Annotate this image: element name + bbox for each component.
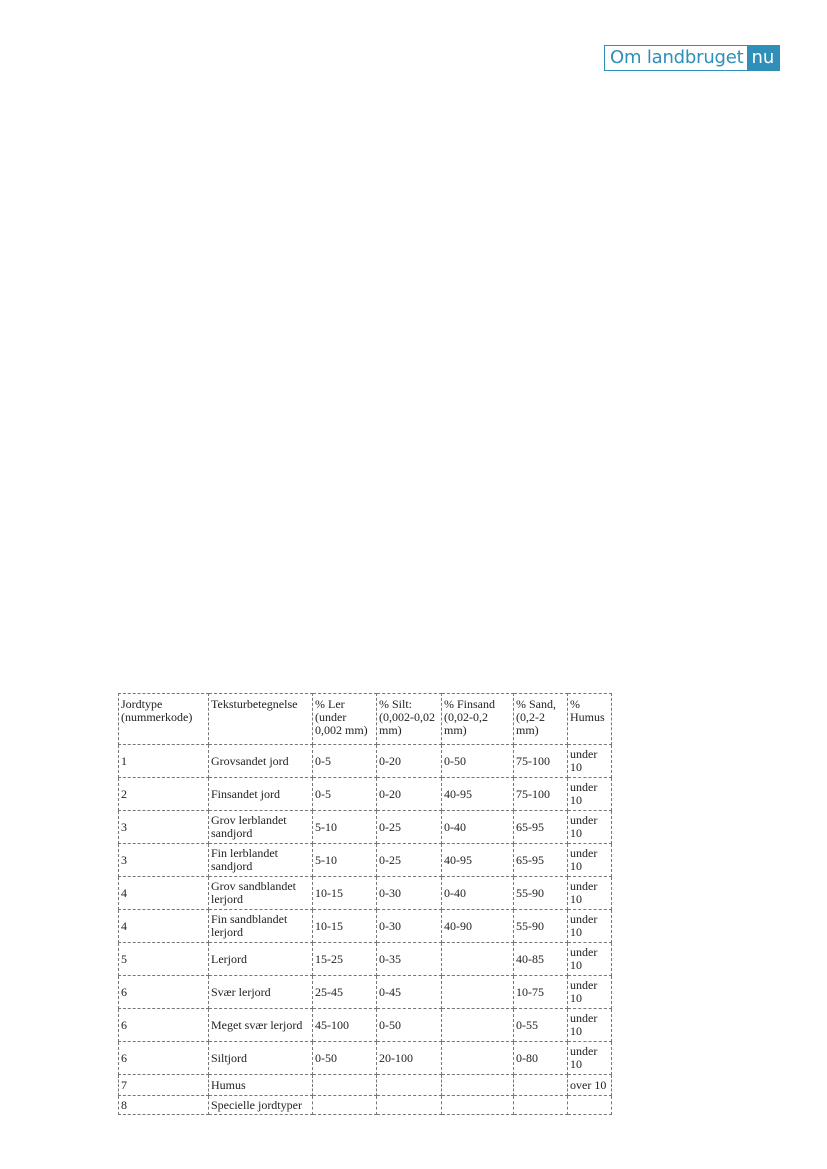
table-row xyxy=(119,1009,612,1042)
table-cell: 0-40 xyxy=(442,811,514,844)
table-cell xyxy=(377,1096,442,1115)
table-cell xyxy=(442,1009,514,1042)
table-cell: 6 xyxy=(119,1042,209,1075)
table-row xyxy=(119,745,612,778)
table-cell: 3 xyxy=(119,811,209,844)
table-cell: 10-75 xyxy=(514,976,568,1009)
table-cell: under 10 xyxy=(568,778,612,811)
table-cell xyxy=(514,1096,568,1115)
table-row xyxy=(119,1042,612,1075)
table-cell: 0-50 xyxy=(442,745,514,778)
table-cell: Svær lerjord xyxy=(209,976,313,1009)
header-cell: % Ler (under 0,002 mm) xyxy=(313,694,377,745)
table-cell: over 10 xyxy=(568,1075,612,1096)
table-cell: 0-25 xyxy=(377,811,442,844)
header-cell: % Silt: (0,002-0,02 mm) xyxy=(377,694,442,745)
table-cell: 4 xyxy=(119,877,209,910)
table-cell: 0-30 xyxy=(377,877,442,910)
table-cell: Grovsandet jord xyxy=(209,745,313,778)
logo-text-main: Om landbruget xyxy=(605,46,747,70)
table-cell: 5-10 xyxy=(313,811,377,844)
table-cell: 0-50 xyxy=(377,1009,442,1042)
table-cell: 0-45 xyxy=(377,976,442,1009)
table-row xyxy=(119,1096,612,1115)
table-cell: 40-95 xyxy=(442,844,514,877)
table-row xyxy=(119,943,612,976)
table-row xyxy=(119,844,612,877)
table-cell: Siltjord xyxy=(209,1042,313,1075)
table-cell: 0-20 xyxy=(377,778,442,811)
table-cell: Humus xyxy=(209,1075,313,1096)
table-row xyxy=(119,778,612,811)
table-row xyxy=(119,910,612,943)
table-cell: 0-25 xyxy=(377,844,442,877)
table-cell: 65-95 xyxy=(514,811,568,844)
table-cell: under 10 xyxy=(568,844,612,877)
table-cell xyxy=(568,1096,612,1115)
table-cell: 0-40 xyxy=(442,877,514,910)
table-cell: 10-15 xyxy=(313,877,377,910)
table-cell: under 10 xyxy=(568,910,612,943)
table-cell xyxy=(313,1096,377,1115)
table-cell: 65-95 xyxy=(514,844,568,877)
table-row xyxy=(119,976,612,1009)
table-cell: 20-100 xyxy=(377,1042,442,1075)
table-cell: under 10 xyxy=(568,1009,612,1042)
table-cell: 5-10 xyxy=(313,844,377,877)
table-cell: Fin sandblandet lerjord xyxy=(209,910,313,943)
table-cell xyxy=(442,1075,514,1096)
table-cell: 6 xyxy=(119,976,209,1009)
table-cell: 7 xyxy=(119,1075,209,1096)
table-cell: Specielle jordtyper xyxy=(209,1096,313,1115)
table-cell: under 10 xyxy=(568,976,612,1009)
table-header-row xyxy=(119,694,612,745)
header-cell: Teksturbetegnelse xyxy=(209,694,313,745)
om-landbruget-logo xyxy=(604,45,780,71)
table-cell: Meget svær lerjord xyxy=(209,1009,313,1042)
table-cell: under 10 xyxy=(568,877,612,910)
table-cell: Grov sandblandet lerjord xyxy=(209,877,313,910)
table-cell: 0-20 xyxy=(377,745,442,778)
table-cell: Grov lerblandet sandjord xyxy=(209,811,313,844)
table-row xyxy=(119,877,612,910)
soil-type-table xyxy=(118,693,612,1115)
table-cell xyxy=(377,1075,442,1096)
table-cell: 0-50 xyxy=(313,1042,377,1075)
header-cell: Jordtype (nummerkode) xyxy=(119,694,209,745)
table-cell: 3 xyxy=(119,844,209,877)
table-cell: 75-100 xyxy=(514,745,568,778)
header-cell: % Humus xyxy=(568,694,612,745)
table-row xyxy=(119,811,612,844)
table-cell: 55-90 xyxy=(514,877,568,910)
table-cell: Lerjord xyxy=(209,943,313,976)
table-cell: 4 xyxy=(119,910,209,943)
table-cell xyxy=(442,1042,514,1075)
table-cell xyxy=(514,1075,568,1096)
table-cell: 6 xyxy=(119,1009,209,1042)
table-cell xyxy=(442,943,514,976)
table-cell: 0-55 xyxy=(514,1009,568,1042)
table-cell: under 10 xyxy=(568,811,612,844)
table-cell: 0-5 xyxy=(313,745,377,778)
table-cell: 5 xyxy=(119,943,209,976)
header-cell: % Sand, (0,2-2 mm) xyxy=(514,694,568,745)
table-cell: 2 xyxy=(119,778,209,811)
header-cell: % Finsand (0,02-0,2 mm) xyxy=(442,694,514,745)
table-cell: 0-80 xyxy=(514,1042,568,1075)
table-cell: 0-30 xyxy=(377,910,442,943)
table-cell: Fin lerblandet sandjord xyxy=(209,844,313,877)
table-cell: 15-25 xyxy=(313,943,377,976)
table-cell: under 10 xyxy=(568,943,612,976)
table-cell: 0-35 xyxy=(377,943,442,976)
logo-text-nu: nu xyxy=(747,46,779,70)
table-cell xyxy=(442,1096,514,1115)
table-cell: 10-15 xyxy=(313,910,377,943)
table-cell xyxy=(313,1075,377,1096)
table-cell: 25-45 xyxy=(313,976,377,1009)
table-cell: 45-100 xyxy=(313,1009,377,1042)
table-cell: 8 xyxy=(119,1096,209,1115)
table-cell: 40-95 xyxy=(442,778,514,811)
table-cell: Finsandet jord xyxy=(209,778,313,811)
table-cell: 55-90 xyxy=(514,910,568,943)
table-cell: 40-85 xyxy=(514,943,568,976)
table-cell xyxy=(442,976,514,1009)
table-cell: 75-100 xyxy=(514,778,568,811)
table-cell: under 10 xyxy=(568,1042,612,1075)
table-cell: 0-5 xyxy=(313,778,377,811)
table-cell: under 10 xyxy=(568,745,612,778)
table-cell: 1 xyxy=(119,745,209,778)
table-row xyxy=(119,1075,612,1096)
table-cell: 40-90 xyxy=(442,910,514,943)
